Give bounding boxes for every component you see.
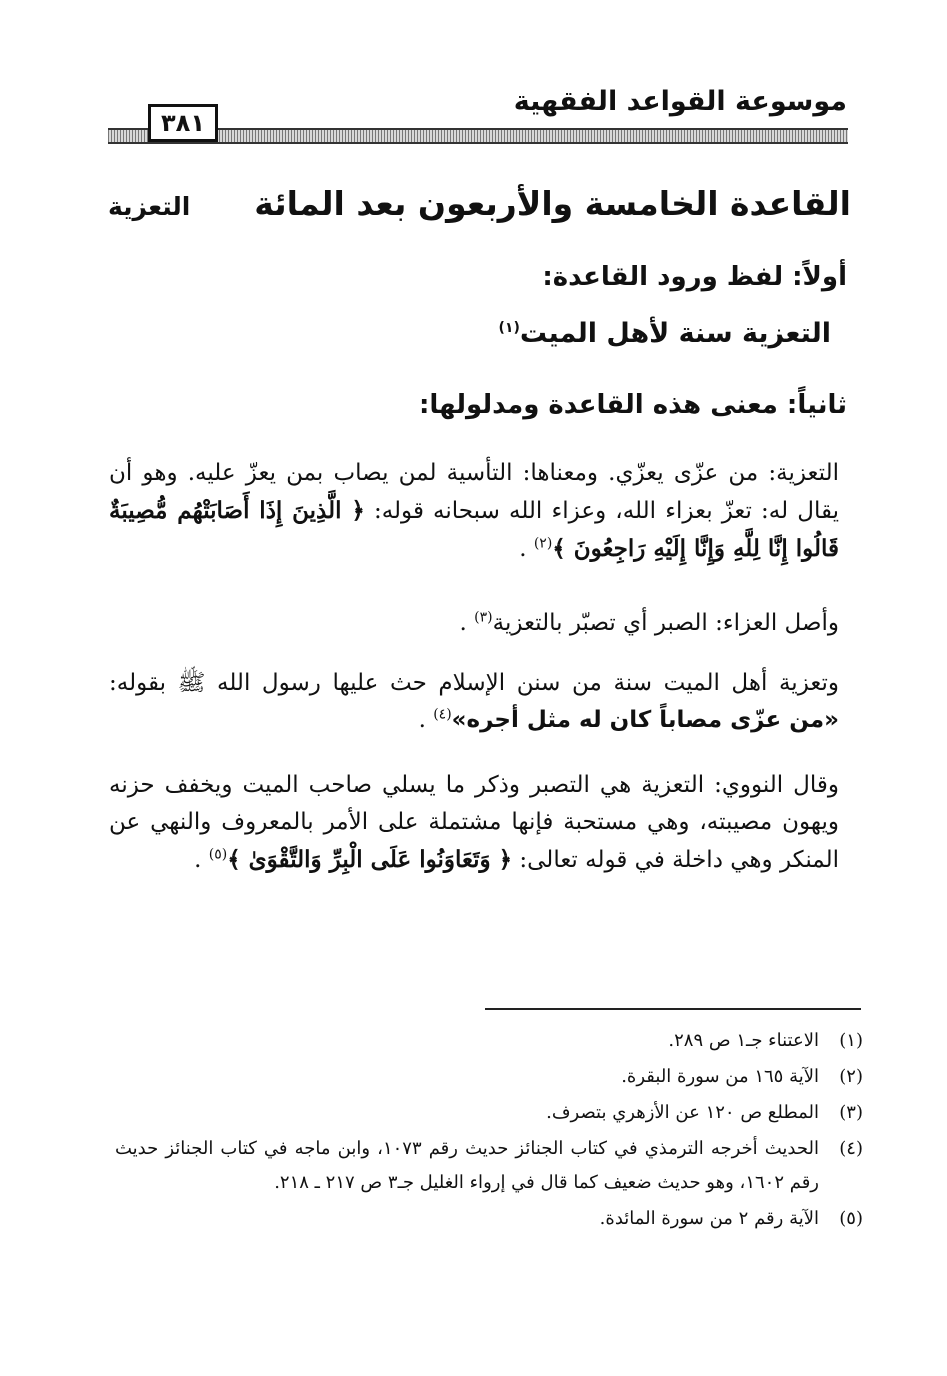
page-number: ٣٨١ xyxy=(148,104,218,142)
footnote-number: (٣) xyxy=(839,1102,863,1123)
footnote-text: المطلع ص ١٢٠ عن الأزهري بتصرف. xyxy=(546,1102,819,1123)
rule-statement-text: التعزية سنة لأهل الميت xyxy=(519,318,831,349)
footnote-item xyxy=(115,1060,863,1094)
paragraph-sunnah-text: وتعزية أهل الميت سنة من سنن الإسلام حث عليها رسول الله ﷺ بقوله: xyxy=(109,670,839,696)
running-header-title: موسوعة القواعد الفقهية xyxy=(513,86,847,117)
header-rule-band xyxy=(108,128,848,144)
paragraph-definition-end: . xyxy=(519,536,527,562)
footnote-ref-1: (١) xyxy=(498,320,520,336)
paragraph-origin xyxy=(109,605,839,642)
quran-verse-maidah: ﴿ وَتَعَاوَنُوا عَلَى الْبِرِّ وَالتَّقْوَىٰ ﴾ xyxy=(227,846,513,873)
footnote-number: (٤) xyxy=(839,1138,863,1159)
paragraph-sunnah xyxy=(109,665,839,739)
footnote-item xyxy=(115,1132,863,1200)
footnote-item xyxy=(115,1202,863,1236)
hadith-quote: «من عزّى مصاباً كان له مثل أجره» xyxy=(451,707,839,733)
paragraph-definition xyxy=(109,455,839,568)
paragraph-nawawi-end: . xyxy=(194,847,202,873)
footnote-text: الآية ١٦٥ من سورة البقرة. xyxy=(621,1066,819,1087)
footnote-text: الآية رقم ٢ من سورة المائدة. xyxy=(599,1208,819,1229)
rule-topic: التعزية xyxy=(108,192,191,221)
footnote-separator xyxy=(485,1008,861,1010)
section-heading-first: أولاً: لفظ ورود القاعدة: xyxy=(542,262,847,292)
paragraph-nawawi xyxy=(109,767,839,879)
footnote-item xyxy=(115,1024,863,1058)
footnote-ref-4: (٤) xyxy=(433,706,452,723)
paragraph-nawawi-text: وقال النووي: التعزية هي التصبر وذكر ما يسلي صاحب الميت ويخفف حزنه ويهون مصيبته، وهي مستحبة فإنها مشتملة على الأمر بالمعروف والنهي عن المنكر وهي داخلة في قوله تعالى: xyxy=(109,772,839,873)
footnote-item xyxy=(115,1096,863,1130)
rule-statement xyxy=(499,318,832,349)
footnote-ref-2: (٢) xyxy=(533,535,553,552)
footnote-ref-5: (٥) xyxy=(208,846,228,863)
paragraph-sunnah-end: . xyxy=(418,707,426,733)
footnote-number: (٢) xyxy=(839,1066,863,1087)
section-heading-second: ثانياً: معنى هذه القاعدة ومدلولها: xyxy=(418,390,847,420)
paragraph-definition-text: التعزية: من عزّى يعزّي. ومعناها: التأسية لمن يصاب بمن يعزّ عليه. وهو أن يقال له: تعزّ بعزاء الله، وعزاء الله سبحانه قوله: xyxy=(109,460,839,524)
footnote-number: (١) xyxy=(839,1030,863,1051)
footnote-ref-3: (٣) xyxy=(474,609,493,626)
footnote-text: الحديث أخرجه الترمذي في كتاب الجنائز حديث رقم ١٠٧٣، وابن ماجه في كتاب الجنائز حديث رقم ١٦٠٢، وهو حديث ضعيف كما قال في إرواء الغليل جـ٣ ص ٢١٧ ـ ٢١٨. xyxy=(115,1138,819,1193)
footnotes-list xyxy=(115,1024,863,1236)
paragraph-origin-text: وأصل العزاء: الصبر أي تصبّر بالتعزية xyxy=(492,610,839,636)
paragraph-origin-end: . xyxy=(459,610,467,636)
rule-heading: القاعدة الخامسة والأربعون بعد المائة xyxy=(254,184,851,223)
quran-verse-baqarah: ﴿ الَّذِينَ إِذَا أَصَابَتْهُم مُّصِيبَةٌ قَالُوا إِنَّا لِلَّهِ وَإِنَّا إِلَيْهِ رَاجِعُونَ ﴾ xyxy=(109,497,839,562)
footnote-number: (٥) xyxy=(839,1208,863,1229)
footnote-text: الاعتناء جـ١ ص ٢٨٩. xyxy=(668,1030,819,1051)
